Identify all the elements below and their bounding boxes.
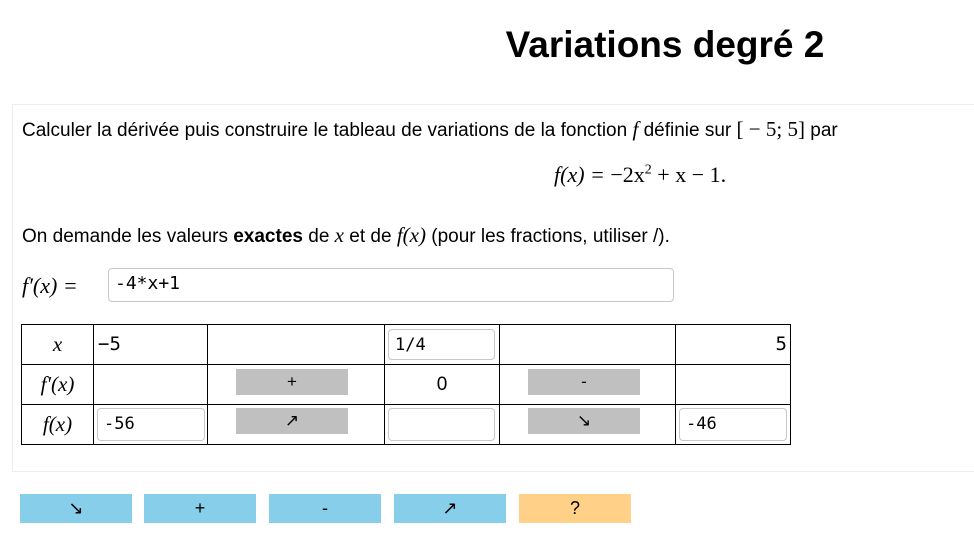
instruction-text: et de <box>344 226 397 247</box>
variation-table <box>21 324 791 445</box>
empty-cell <box>500 325 675 364</box>
table-row-x <box>22 325 791 365</box>
sign-slot-left[interactable]: + <box>236 369 348 395</box>
f-start-input[interactable]: -56 <box>97 408 205 441</box>
x-start-value: −5 <box>98 333 121 355</box>
sign-slot-right[interactable]: - <box>528 369 640 395</box>
instruction-text: par <box>804 120 838 141</box>
formula-exponent: 2 <box>644 162 652 178</box>
palette-decreasing-arrow-button[interactable]: ↘ <box>20 494 132 523</box>
sign-zero: 0 <box>436 374 448 395</box>
palette-increasing-arrow-button[interactable]: ↗ <box>394 494 506 523</box>
instruction-line-2 <box>22 223 670 248</box>
instruction-text: de <box>302 226 335 247</box>
empty-cell <box>94 365 207 404</box>
f-critical-input[interactable] <box>388 408 495 441</box>
instruction-text: définie sur <box>638 120 737 141</box>
function-symbol: f <box>632 117 639 141</box>
table-row-derivative-sign <box>22 365 791 405</box>
instruction-text: (pour les fractions, utiliser /). <box>425 226 670 247</box>
page-title: Variations degré 2 <box>505 24 825 65</box>
derivative-label: f′(x) = <box>22 273 78 298</box>
f-end-input[interactable]: -46 <box>679 408 787 441</box>
domain-interval: [ − 5; 5] <box>736 117 805 141</box>
x-critical-input[interactable]: 1/4 <box>388 329 495 360</box>
row-label-fprime: f′(x) <box>40 372 75 396</box>
variation-slot-right[interactable]: ↘ <box>528 408 640 434</box>
math-x: x <box>334 223 344 247</box>
instruction-text: Calculer la dérivée puis construire le tableau de variations de la fonction <box>22 120 633 141</box>
derivative-input[interactable]: -4*x+1 <box>108 268 674 302</box>
math-fx: f(x) <box>396 223 426 247</box>
palette-plus-button[interactable]: + <box>144 494 256 523</box>
table-row-function <box>22 405 791 445</box>
empty-cell <box>208 325 384 364</box>
instruction-text: On demande les valeurs <box>22 226 234 247</box>
x-end-value: 5 <box>775 333 787 355</box>
palette-minus-button[interactable]: - <box>269 494 381 523</box>
help-button[interactable]: ? <box>519 494 631 523</box>
instruction-line-1 <box>22 117 838 142</box>
formula-rhs-a: −2x <box>610 162 645 187</box>
function-formula <box>554 162 726 188</box>
empty-cell <box>676 365 790 404</box>
row-label-fx: f(x) <box>42 412 73 436</box>
instruction-bold: exactes <box>233 226 303 247</box>
formula-lhs: f(x) = <box>554 162 611 187</box>
formula-rhs-b: + x − 1. <box>651 162 727 187</box>
variation-slot-left[interactable]: ↗ <box>236 408 348 434</box>
row-label-x: x <box>52 332 63 356</box>
